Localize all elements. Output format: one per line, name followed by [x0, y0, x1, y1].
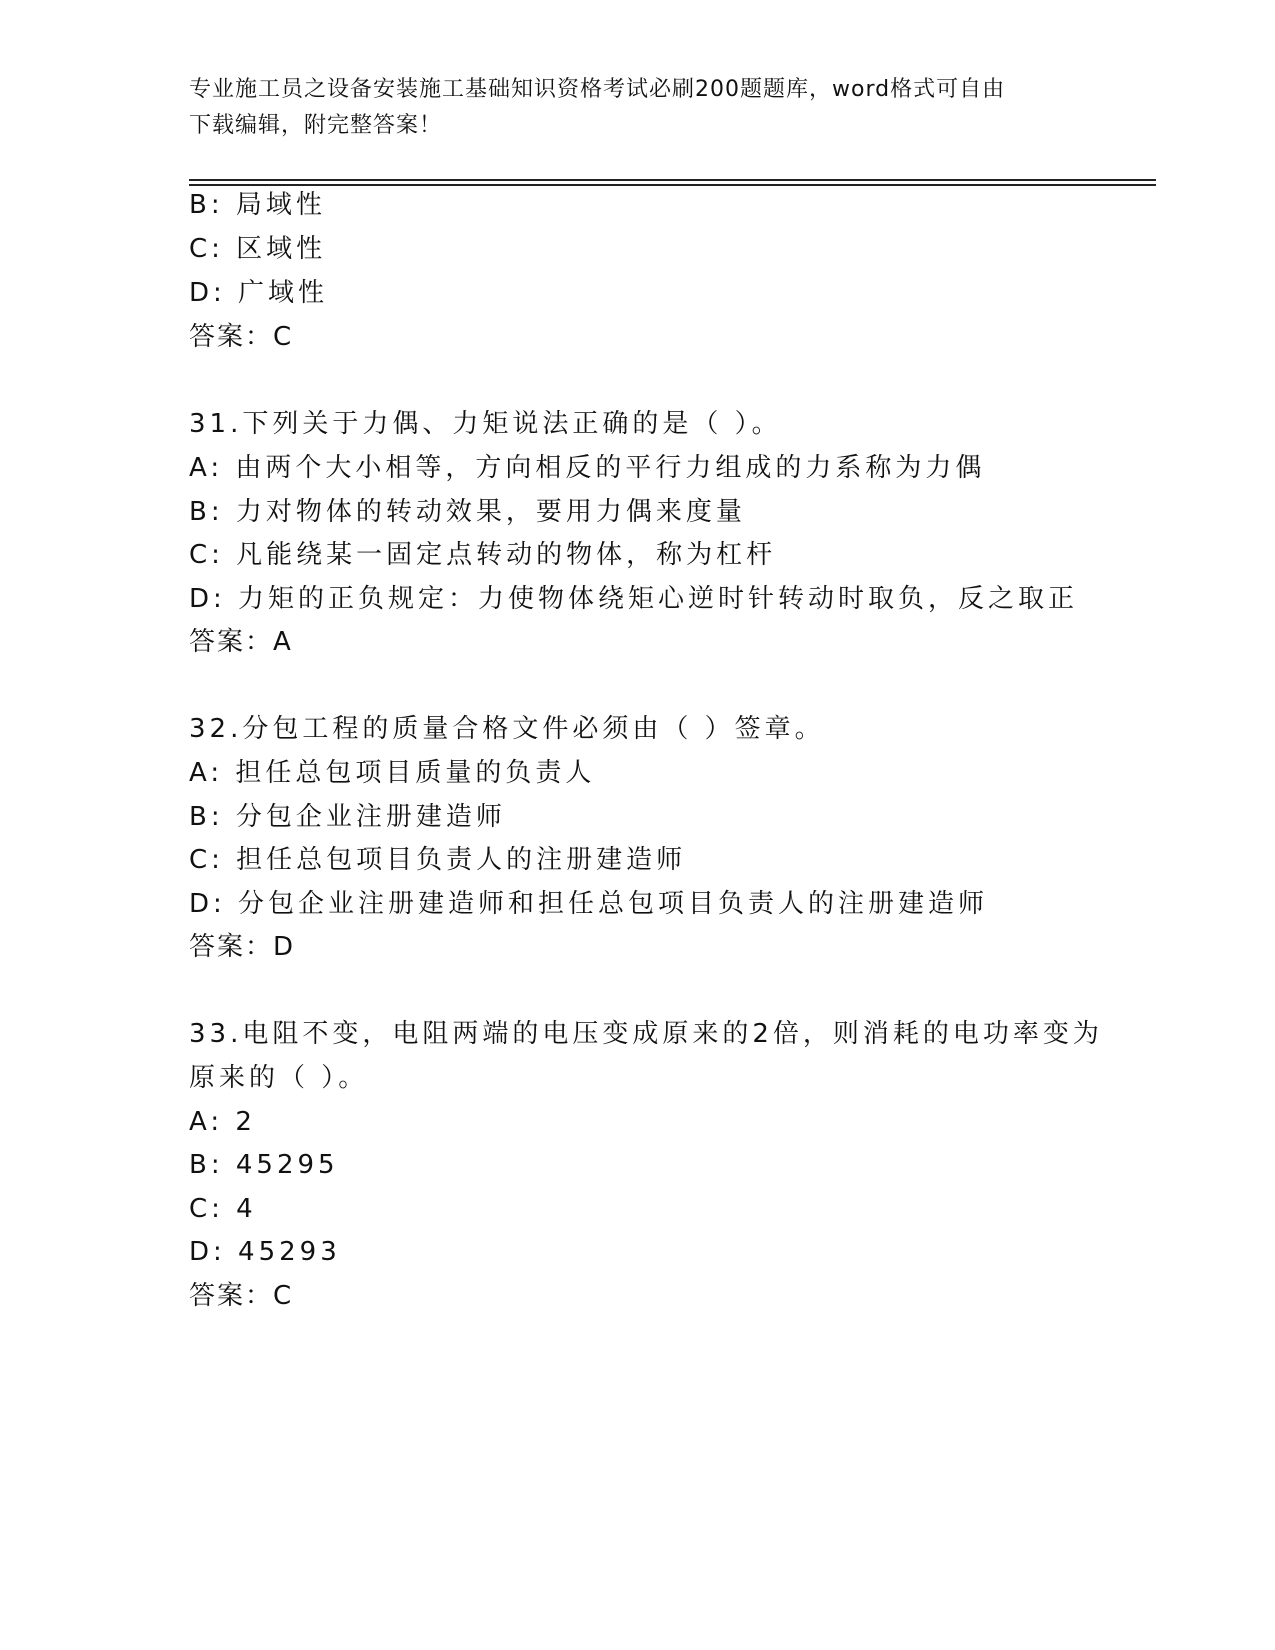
question-33-answer: 答案：C	[189, 1281, 294, 1311]
question-33-option-a: A: 2	[189, 1107, 256, 1137]
prev-question-answer: 答案：C	[189, 322, 294, 352]
question-33-option-c: C: 4	[189, 1194, 257, 1224]
header-divider-top	[189, 179, 1156, 181]
question-32-option-c: C: 担任总包项目负责人的注册建造师	[189, 845, 687, 875]
prev-question-option-b: B: 局域性	[189, 190, 326, 220]
question-33-option-b: B: 45295	[189, 1150, 339, 1180]
question-32-option-d: D: 分包企业注册建造师和担任总包项目负责人的注册建造师	[189, 889, 989, 919]
question-31-answer: 答案：A	[189, 627, 293, 657]
prev-question-option-d: D: 广域性	[189, 278, 329, 308]
question-33-stem-line-1: 33.电阻不变，电阻两端的电压变成原来的2倍，则消耗的电功率变为	[189, 1019, 1103, 1049]
question-31-option-a: A: 由两个大小相等，方向相反的平行力组成的力系称为力偶	[189, 453, 986, 483]
question-33-stem-line-2: 原来的（ ）。	[189, 1063, 369, 1093]
header-divider-bottom	[189, 184, 1156, 186]
question-31-option-c: C: 凡能绕某一固定点转动的物体，称为杠杆	[189, 540, 777, 570]
document-header	[189, 72, 1069, 144]
question-31-option-b: B: 力对物体的转动效果，要用力偶来度量	[189, 497, 746, 527]
prev-question-option-c: C: 区域性	[189, 234, 327, 264]
question-31-option-d: D: 力矩的正负规定：力使物体绕矩心逆时针转动时取负，反之取正	[189, 584, 1079, 614]
question-33-option-d: D: 45293	[189, 1237, 341, 1267]
question-32-option-b: B: 分包企业注册建造师	[189, 802, 506, 832]
question-32-answer: 答案：D	[189, 932, 296, 962]
question-32-option-a: A: 担任总包项目质量的负责人	[189, 758, 596, 788]
question-31-stem: 31.下列关于力偶、力矩说法正确的是（ ）。	[189, 409, 782, 439]
header-line-1: 专业施工员之设备安装施工基础知识资格考试必刷200题题库，word格式可自由	[189, 77, 1006, 102]
header-line-2: 下载编辑，附完整答案！	[189, 113, 443, 138]
question-32-stem: 32.分包工程的质量合格文件必须由（ ）签章。	[189, 714, 825, 744]
